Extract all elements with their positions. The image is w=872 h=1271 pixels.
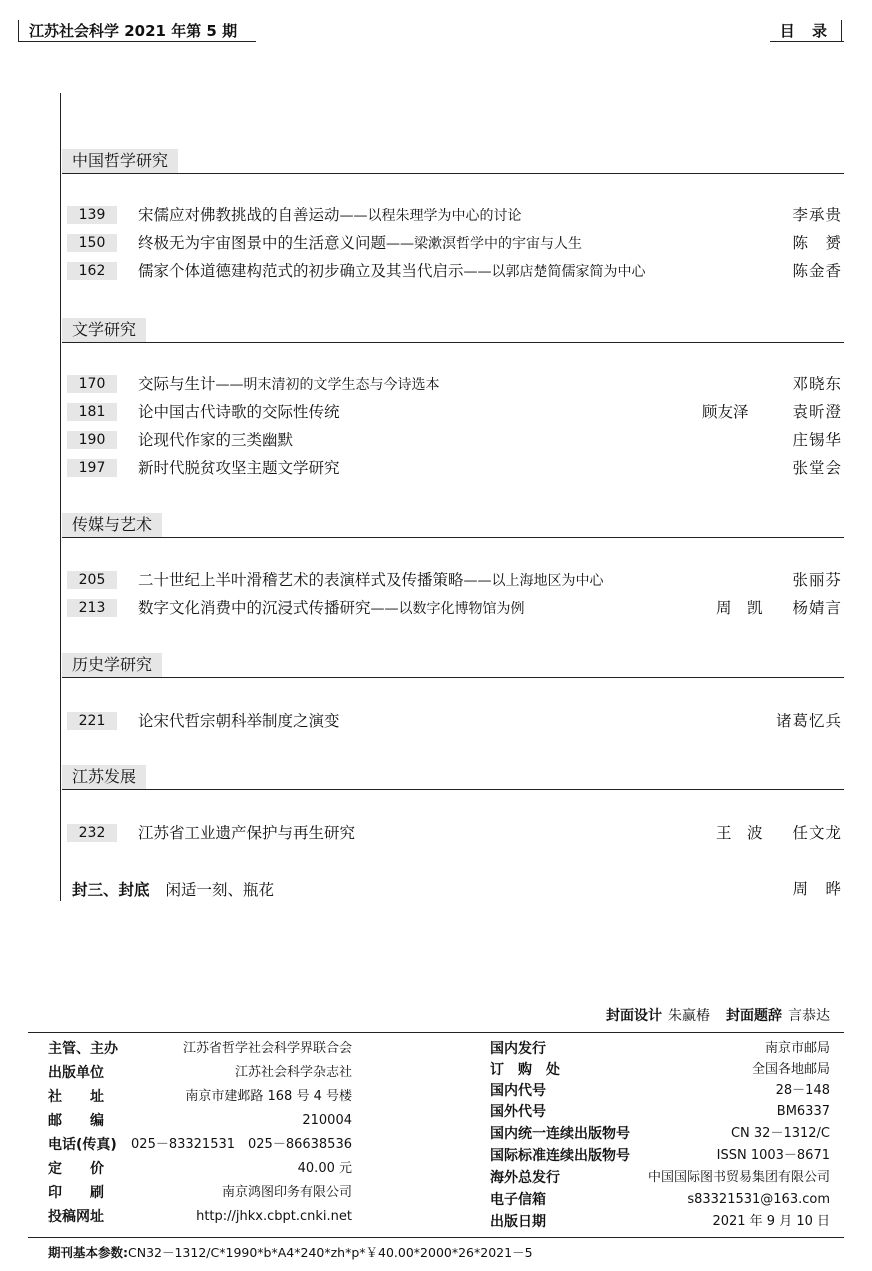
page-number: 190 <box>67 431 117 449</box>
article-title: 新时代脱贫攻坚主题文学研究 <box>138 459 340 477</box>
cover-designer: 朱赢椿 <box>668 1008 710 1024</box>
page-number: 150 <box>67 234 117 252</box>
toc-entry[interactable] <box>62 457 844 479</box>
params-label: 期刊基本参数: <box>48 1245 128 1260</box>
page-number: 232 <box>67 824 117 842</box>
toc-entry[interactable] <box>62 597 844 619</box>
toc-entry[interactable] <box>62 710 844 732</box>
imprint-row: 社 址 南京市建邺路 168 号 4 号楼 <box>48 1089 352 1105</box>
imprint-row: 出版单位 江苏社会科学杂志社 <box>48 1065 352 1081</box>
article-author: 庄锡华 <box>792 431 842 449</box>
journal-issue-header: 江苏社会科学 2021 年第 5 期 <box>18 20 237 41</box>
header-rule-right <box>770 41 844 42</box>
article-title: 数字文化消费中的沉浸式传播研究——以数字化博物馆为例 <box>138 599 525 617</box>
article-author: 陈金香 <box>792 262 842 280</box>
section-title: 文学研究 <box>62 318 146 342</box>
toc-entry[interactable] <box>62 232 844 254</box>
article-author: 张堂会 <box>792 459 842 477</box>
article-author: 陈 赟 <box>792 234 842 252</box>
article-title: 终极无为宇宙图景中的生活意义问题——梁漱溟哲学中的宇宙与人生 <box>138 234 583 252</box>
imprint-row: 出版日期 2021 年 9 月 10 日 <box>490 1214 830 1230</box>
imprint-row: 投稿网址 http://jhkx.cbpt.cnki.net <box>48 1206 352 1228</box>
article-title: 交际与生计——明末清初的文学生态与今诗选本 <box>138 375 440 393</box>
section-title: 传媒与艺术 <box>62 513 162 537</box>
article-author: 邓晓东 <box>792 375 842 393</box>
section-title: 历史学研究 <box>62 653 162 677</box>
contents-margin-line <box>60 93 61 901</box>
section-rule <box>62 677 844 678</box>
article-author: 诸葛忆兵 <box>775 712 842 730</box>
section-title: 中国哲学研究 <box>62 149 178 173</box>
article-author: 任文龙 <box>792 824 842 842</box>
page-number: 139 <box>67 206 117 224</box>
page-number: 213 <box>67 599 117 617</box>
imprint-row: 国外代号 BM6337 <box>490 1104 830 1120</box>
page-number: 162 <box>67 262 117 280</box>
email-address[interactable]: s83321531@163.com <box>687 1192 830 1207</box>
contents-header: 目 录 <box>780 20 842 41</box>
article-co-author: 周 凯 <box>716 599 763 617</box>
article-title: 论宋代哲宗朝科举制度之演变 <box>138 712 340 730</box>
toc-entry[interactable] <box>62 569 844 591</box>
imprint-row: 定 价 40.00 元 <box>48 1161 352 1177</box>
article-author: 袁昕澄 <box>792 403 842 421</box>
cover-title: 闲适一刻、瓶花 <box>165 881 275 899</box>
cover-design-label: 封面设计 <box>606 1008 662 1024</box>
article-title: 宋儒应对佛教挑战的自善运动——以程朱理学为中心的讨论 <box>138 206 522 224</box>
journal-parameters <box>48 1243 533 1261</box>
cover-label: 封三、封底 <box>72 881 150 899</box>
section-rule <box>62 173 844 174</box>
section-rule <box>62 789 844 790</box>
params-value: CN32－1312/C*1990*b*A4*240*zh*p*￥40.00*2000*26*2021－5 <box>128 1245 533 1260</box>
section-rule <box>62 537 844 538</box>
imprint-bottom-rule <box>28 1237 844 1238</box>
toc-entry[interactable] <box>62 401 844 423</box>
section-rule <box>62 342 844 343</box>
toc-entry[interactable] <box>62 429 844 451</box>
imprint-row: 邮 编 210004 <box>48 1113 352 1129</box>
imprint-row: 国内统一连续出版物号 CN 32－1312/C <box>490 1126 830 1142</box>
imprint-row: 国际标准连续出版物号 ISSN 1003－8671 <box>490 1148 830 1164</box>
article-title: 二十世纪上半叶滑稽艺术的表演样式及传播策略——以上海地区为中心 <box>138 571 604 589</box>
toc-entry[interactable] <box>62 373 844 395</box>
header-rule-left <box>18 41 256 42</box>
imprint-row: 订 购 处 全国各地邮局 <box>490 1062 830 1078</box>
submission-url[interactable]: http://jhkx.cbpt.cnki.net <box>196 1209 352 1224</box>
cover-author: 周 晔 <box>792 880 842 898</box>
article-title: 儒家个体道德建构范式的初步确立及其当代启示——以郭店楚简儒家简为中心 <box>138 262 646 280</box>
article-co-author: 顾友泽 <box>702 403 749 421</box>
page-number: 221 <box>67 712 117 730</box>
page-number: 170 <box>67 375 117 393</box>
imprint-row: 电话(传真) 025－83321531 025－86638536 <box>48 1137 352 1153</box>
design-credits <box>606 1005 830 1025</box>
article-title: 论现代作家的三类幽默 <box>138 431 294 449</box>
inscription-author: 言恭达 <box>788 1008 830 1024</box>
cover-author-row <box>62 878 844 900</box>
page-number: 197 <box>67 459 117 477</box>
imprint-row: 国内代号 28－148 <box>490 1083 830 1099</box>
article-title: 论中国古代诗歌的交际性传统 <box>138 403 340 421</box>
page-number: 205 <box>67 571 117 589</box>
imprint-row: 国内发行 南京市邮局 <box>490 1041 830 1057</box>
inscription-label: 封面题辞 <box>726 1008 782 1024</box>
page-number: 181 <box>67 403 117 421</box>
imprint-row: 电子信箱 s83321531@163.com <box>490 1189 830 1211</box>
article-author: 李承贵 <box>792 206 842 224</box>
imprint-row: 主管、主办 江苏省哲学社会科学界联合会 <box>48 1041 352 1057</box>
imprint-row: 印 刷 南京鸿图印务有限公司 <box>48 1185 352 1201</box>
article-author: 杨婧言 <box>792 599 842 617</box>
article-co-author: 王 波 <box>716 824 763 842</box>
section-title: 江苏发展 <box>62 765 146 789</box>
toc-entry[interactable] <box>62 204 844 226</box>
toc-entry[interactable] <box>62 260 844 282</box>
article-title: 江苏省工业遗产保护与再生研究 <box>138 824 356 842</box>
imprint-top-rule <box>28 1032 844 1033</box>
imprint-row: 海外总发行 中国国际图书贸易集团有限公司 <box>490 1170 830 1186</box>
toc-entry[interactable] <box>62 822 844 844</box>
article-author: 张丽芬 <box>792 571 842 589</box>
